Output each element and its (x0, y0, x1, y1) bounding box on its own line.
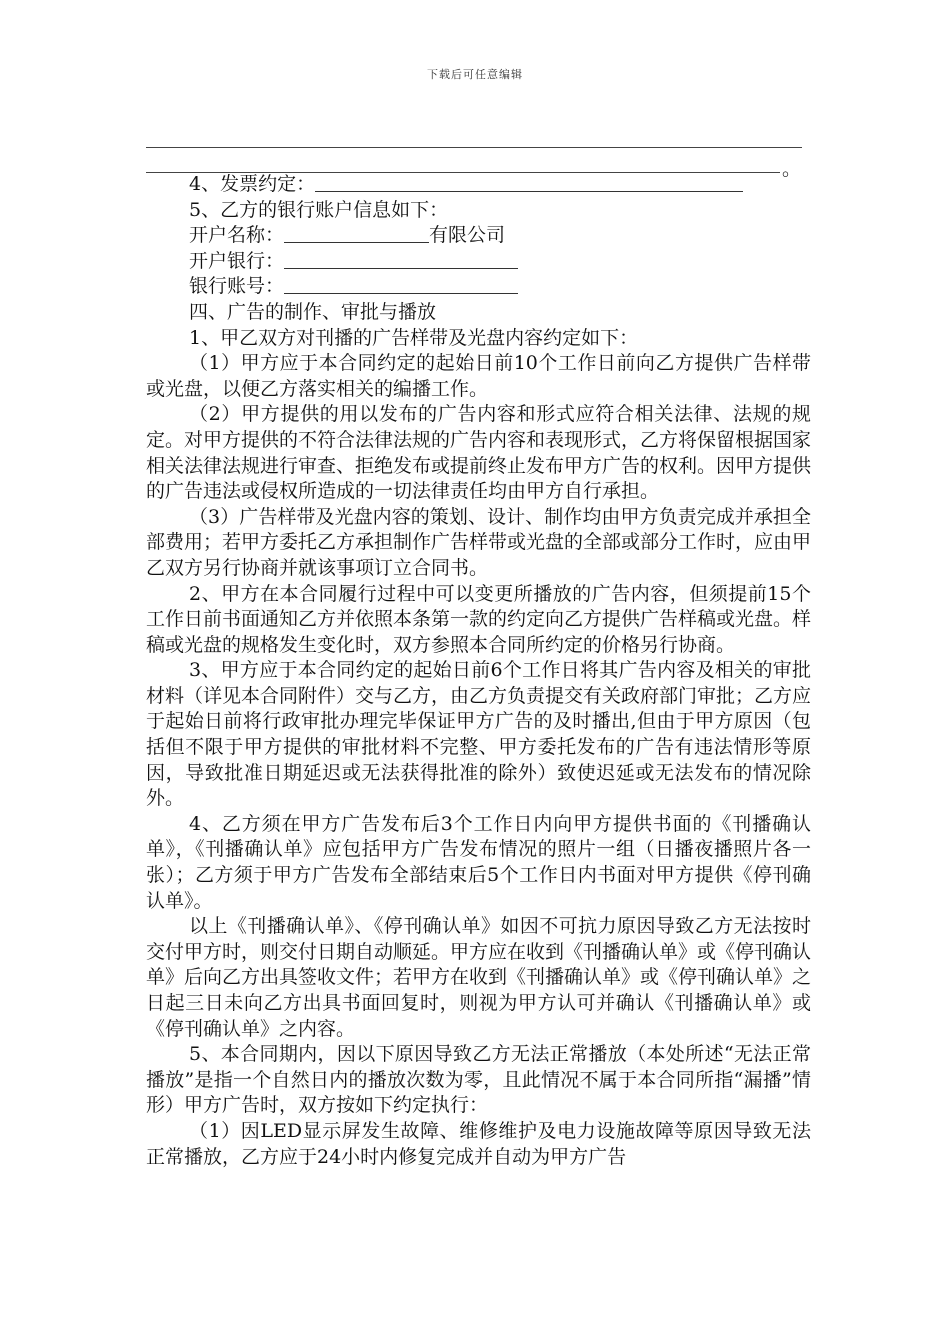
invoice-label: 4、发票约定： (189, 173, 316, 195)
item-5: 5、本合同期内，因以下原因导致乙方无法正常播放（本处所述“无法正常播放”是指一个自然日内的播放次数为零，且此情况不属于本合同所指“漏播”情形）甲方广告时，双方按如下约定执行： (146, 1043, 811, 1117)
item-1-2: （2）甲方提供的用以发布的广告内容和形式应符合相关法律、法规的规定。对甲方提供的不符合法律法规的广告内容和表现形式，乙方将保留根据国家相关法律法规进行审查、拒绝发布或提前终止发布甲方广告的权利。因甲方提供的广告违法或侵权所造成的一切法律责任均由甲方自行承担。 (146, 403, 812, 503)
account-name-suffix: 有限公司 (429, 224, 506, 247)
item-1-1: （1）甲方应于本合同约定的起始日前10个工作日前向乙方提供广告样带或光盘，以便乙方落实相关的编播工作。 (146, 352, 811, 400)
item-5-1: （1）因LED显示屏发生故障、维修维护及电力设施故障等原因导致无法正常播放，乙方应于24小时内修复完成并自动为甲方广告 (146, 1119, 811, 1168)
bank-blank (284, 250, 518, 269)
account-no-line (146, 274, 811, 300)
account-name-label: 开户名称： (189, 224, 285, 247)
invoice-blank (315, 173, 743, 192)
account-name-line (146, 223, 811, 249)
item-4-note: 以上《刊播确认单》、《停刊确认单》如因不可抗力原因导致乙方无法按时交付甲方时，则交付日期自动顺延。甲方应在收到《刊播确认单》或《停刊确认单》后向乙方出具签收文件；若甲方在收到《刊播确认单》或《停刊确认单》之日起三日未向乙方出具书面回复时，则视为甲方认可并确认《刊播确认单》或《停刊确认单》之内容。 (146, 915, 812, 1040)
item-2: 2、甲方在本合同履行过程中可以变更所播放的广告内容，但须提前15个工作日前书面通知乙方并依照本条第一款的约定向乙方提供广告样稿或光盘。样稿或光盘的规格发生变化时，双方参照本合同所约定的价格另行协商。 (146, 582, 812, 656)
item-4: 4、乙方须在甲方广告发布后3个工作日内向甲方提供书面的《刊播确认单》，《刊播确认单》应包括甲方广告发布情况的照片一组（日播夜播照片各一张）；乙方须于甲方广告发布全部结束后5个工作日内书面对甲方提供《停刊确认单》。 (146, 812, 811, 912)
invoice-line (146, 172, 811, 198)
section-4-title: 四、广告的制作、审批与播放 (189, 300, 437, 323)
blank-line-1 (146, 147, 802, 148)
account-no-blank (284, 275, 518, 294)
bank-line (146, 249, 811, 275)
item-1-title: 1、甲乙双方对刊播的广告样带及光盘内容约定如下： (189, 326, 639, 349)
account-no-label: 银行账号： (189, 275, 285, 298)
page-header: 下载后可任意编辑 (427, 68, 523, 81)
item-3: 3、甲方应于本合同约定的起始日前6个工作日将其广告内容及相关的审批材料（详见本合同附件）交与乙方，由乙方负责提交有关政府部门审批；乙方应于起始日前将行政审批办理完毕保证甲方广告的及时播出,但由于甲方原因（包括但不限于甲方提供的审批材料不完整、甲方委托发布的广告有违法情形等原因，导致批准日期延迟或无法获得批准的除外）致使迟延或无法发布的情况除外。 (146, 659, 812, 810)
item-1-3: （3）广告样带及光盘内容的策划、设计、制作均由甲方负责完成并承担全部费用；若甲方委托乙方承担制作广告样带或光盘的全部或部分工作时，应由甲乙双方另行协商并就该事项订立合同书。 (146, 505, 812, 579)
bank-info-title: 5、乙方的银行账户信息如下： (189, 198, 449, 221)
document-body (146, 172, 811, 1170)
bank-label: 开户银行： (189, 249, 285, 272)
end-period: 。 (782, 158, 802, 180)
account-name-blank (284, 224, 429, 243)
